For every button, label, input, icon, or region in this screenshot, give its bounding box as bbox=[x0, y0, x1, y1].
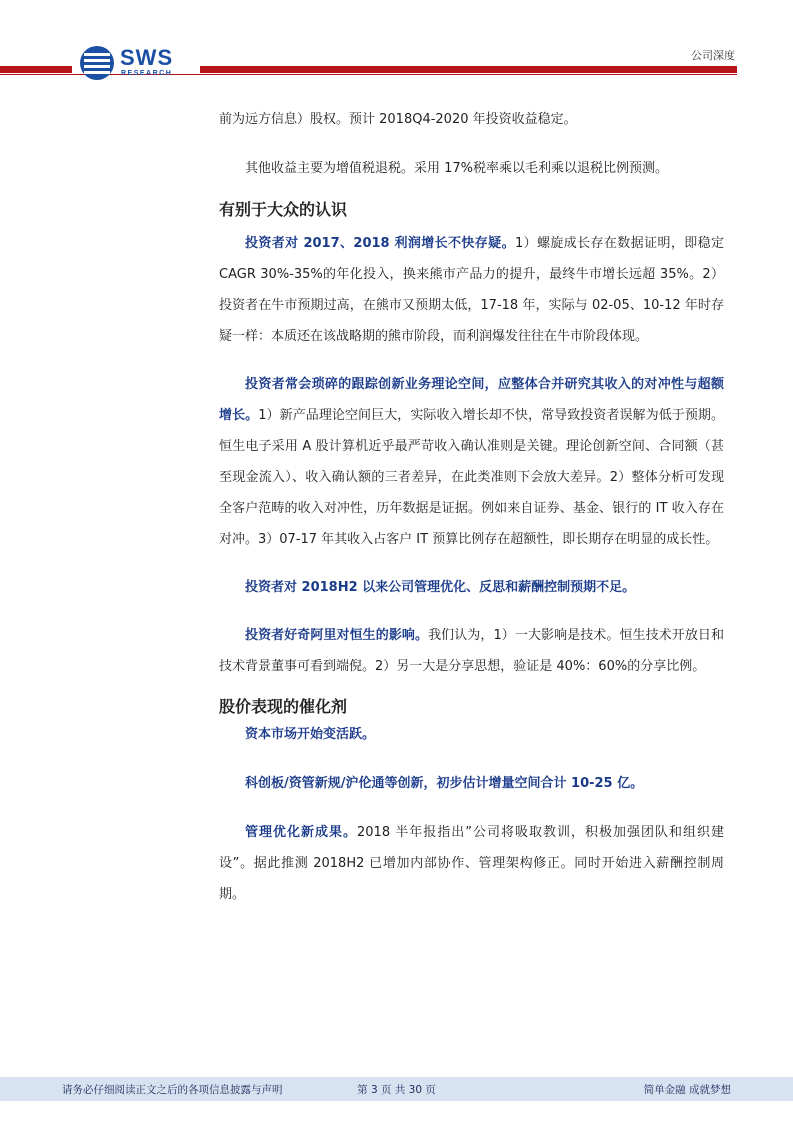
header-rule-right bbox=[200, 66, 737, 73]
section-heading-catalysts: 股价表现的催化剂 bbox=[219, 697, 348, 716]
sws-logo-icon bbox=[80, 46, 114, 80]
key-point-text: 1）螺旋成长存在数据证明，即稳定 CAGR 30%-35%的年化投入，换来熊市产品力的提升，最终牛市增长远超 35%。2）投资者在牛市预期过高，在熊市又预期太低，17-18 年，实际与 02-05、10-12 年时存疑一样：本质还在该战略期的熊市阶段，而利润爆发往往在牛市阶段体现。 bbox=[219, 236, 724, 344]
catalyst-label: 管理优化新成果。 bbox=[245, 825, 358, 840]
logo-text: SWS bbox=[120, 45, 174, 70]
logo-subtext: RESEARCH bbox=[121, 70, 173, 77]
sws-logo bbox=[80, 46, 190, 82]
key-point-label: 投资者对 2017、2018 利润增长不快存疑。 bbox=[245, 236, 515, 251]
paragraph-profit-growth bbox=[219, 228, 724, 352]
key-point-text: 1）新产品理论空间巨大，实际收入增长却不快，常导致投资者误解为低于预期。恒生电子采用 A 股计算机近乎最严苛收入确认准则是关键。理论创新空间、合同额（甚至现金流入）、收入确认额的三者差异，在此类准则下会放大差异。2）整体分析可发现全客户范畴的收入对冲性，历年数据是证据。例如来自证券、基金、银行的 IT 收入存在对冲。3）07-17 年其收入占客户 IT 预算比例存在超额性，即长期存在明显的成长性。 bbox=[219, 408, 724, 547]
key-point-label: 投资者对 2018H2 以来公司管理优化、反思和薪酬控制预期不足。 bbox=[245, 580, 636, 595]
catalyst-innovation bbox=[219, 768, 724, 799]
footer-disclaimer: 请务必仔细阅读正文之后的各项信息披露与声明 bbox=[62, 1084, 283, 1096]
catalyst-label: 科创板/资管新规/沪伦通等创新，初步估计增量空间合计 10-25 亿。 bbox=[245, 776, 644, 791]
paragraph-management-optimization bbox=[219, 572, 724, 603]
report-type-label: 公司深度 bbox=[691, 49, 735, 62]
catalyst-text: 2018 半年报指出”公司将吸取教训，积极加强团队和组织建设”。据此推测 2018H2 已增加内部协作、管理架构修正。同时开始进入薪酬控制周期。 bbox=[219, 825, 724, 902]
document-body bbox=[219, 104, 724, 910]
key-point-label: 投资者常会琐碎的跟踪创新业务理论空间，应整体合并研究其收入的对冲性与超额增长。 bbox=[219, 377, 724, 423]
paragraph-alibaba-impact bbox=[219, 620, 724, 682]
header-rule-left bbox=[0, 66, 72, 73]
page-header bbox=[0, 0, 793, 90]
section-heading-differentiated-view: 有别于大众的认识 bbox=[219, 200, 348, 219]
catalyst-label: 资本市场开始变活跃。 bbox=[245, 727, 376, 742]
key-point-text: 我们认为，1）一大影响是技术。恒生技术开放日和技术背景董事可看到端倪。2）另一大是分享思想，验证是 40%：60%的分享比例。 bbox=[219, 628, 724, 674]
paragraph-continuation: 前为远方信息）股权。预计 2018Q4-2020 年投资收益稳定。 bbox=[219, 112, 577, 127]
page-footer bbox=[0, 1077, 793, 1101]
catalyst-capital-market bbox=[219, 719, 724, 750]
catalyst-management bbox=[219, 817, 724, 910]
footer-page-number: 第 3 页 共 30 页 bbox=[357, 1084, 436, 1096]
footer-slogan: 简单金融 成就梦想 bbox=[643, 1084, 731, 1096]
paragraph-innovation-revenue bbox=[219, 369, 724, 555]
paragraph-other-income: 其他收益主要为增值税退税。采用 17%税率乘以毛利乘以退税比例预测。 bbox=[245, 161, 669, 176]
key-point-label: 投资者好奇阿里对恒生的影响。 bbox=[245, 628, 429, 643]
